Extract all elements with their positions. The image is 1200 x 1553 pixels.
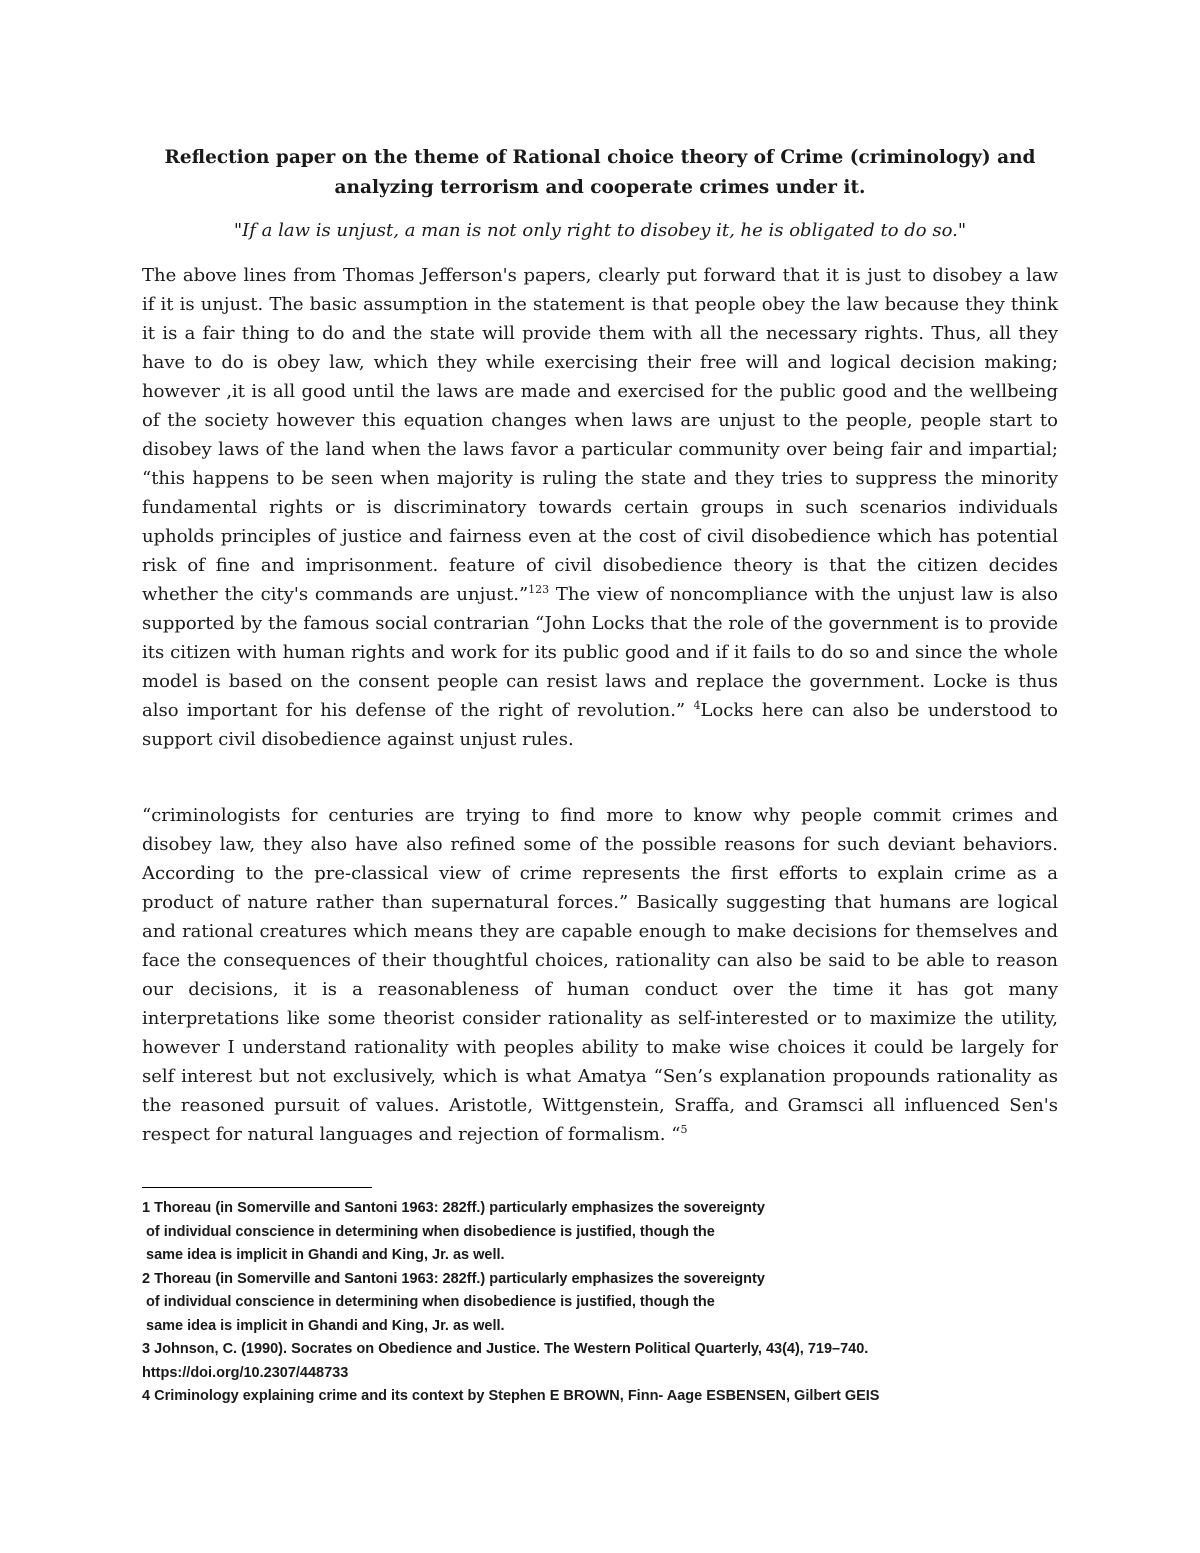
- footnote-ref-4: 4: [693, 699, 701, 712]
- footnote-2-line-2: of individual conscience in determining when disobedience is justified, though the: [146, 1294, 715, 1310]
- page-title: [140, 143, 1060, 203]
- epigraph-quote: "If a law is unjust, a man is not only right to disobey it, he is obligated to do so.": [233, 220, 967, 241]
- paragraph-1-text-c: Locks here can also be understood to support civil disobedience against unjust rules.: [142, 700, 1058, 750]
- footnote-4-line-1: 4 Criminology explaining crime and its context by Stephen E BROWN, Finn- Aage ESBENSEN, Gilbert GEIS: [142, 1388, 880, 1404]
- footnote-2-line-3: same idea is implicit in Ghandi and King, Jr. as well.: [146, 1317, 505, 1334]
- footnote-2-line-1: 2 Thoreau (in Somerville and Santoni 1963: 282ff.) particularly emphasizes the sovereignty: [142, 1270, 765, 1287]
- footnote-ref-5: 5: [680, 1123, 688, 1136]
- footnote-3-line-1: 3 Johnson, C. (1990). Socrates on Obedience and Justice. The Western Political Quarterly, 43(4), 719–740.: [142, 1341, 869, 1357]
- paragraph-2: [142, 801, 1058, 1149]
- footnote-ref-123: 123: [528, 583, 550, 596]
- footnote-separator: [142, 1187, 372, 1188]
- footnote-1-line-1: 1 Thoreau (in Somerville and Santoni 1963: 282ff.) particularly emphasizes the sovereignty: [142, 1200, 765, 1216]
- footnote-3-doi-link[interactable]: https://doi.org/10.2307/448733: [142, 1364, 349, 1381]
- paragraph-1-text-a: The above lines from Thomas Jefferson's papers, clearly put forward that it is just to disobey a law if it is unjust. The basic assumption in the statement is that people obey the law because they think it is a fair thing to do and the state will provide them with all the necessary rights. Thus, all they have to do is obey law, which they while exercising their free will and logical decision making; however ,it is all good until the laws are made and exercised for the public good and the wellbeing of the society however this equation changes when laws are unjust to the people, people start to disobey laws of the land when the laws favor a particular community over being fair and impartial; “this happens to be seen when majority is ruling the state and they tries to suppress the minority fundamental rights or is discriminatory towards certain groups in such scenarios individuals upholds principles of justice and fairness even at the cost of civil disobedience which has potential risk of fine and imprisonment. feature of civil disobedience theory is that the citizen decides whether the city's commands are unjust.”: [142, 265, 1058, 605]
- footnotes: [142, 1197, 1058, 1409]
- footnote-1-line-3: same idea is implicit in Ghandi and King, Jr. as well.: [146, 1247, 505, 1263]
- paragraph-2-text: “criminologists for centuries are trying to find more to know why people commit crimes and disobey law, they also have also refined some of the possible reasons for such deviant behaviors. According to the pre-classical view of crime represents the first efforts to explain crime as a product of nature rather than supernatural forces.” Basically suggesting that humans are logical and rational creatures which means they are capable enough to make decisions for themselves and face the consequences of their thoughtful choices, rationality can also be said to be able to reason our decisions, it is a reasonableness of human conduct over the time it has got many interpretations like some theorist consider rationality as self-interested or to maximize the utility, however I understand rationality with peoples ability to make wise choices it could be largely for self interest but not exclusively, which is what Amatya “Sen’s explanation propounds rationality as the reasoned pursuit of values. Aristotle, Wittgenstein, Sraffa, and Gramsci all influenced Sen's respect for natural languages and rejection of formalism. “: [142, 805, 1058, 1145]
- title-line-2: analyzing terrorism and cooperate crimes under it.: [334, 177, 866, 198]
- paragraph-1: [142, 261, 1058, 754]
- title-line-1: Reflection paper on the theme of Rational choice theory of Crime (criminology) and: [164, 147, 1036, 168]
- paragraph-1-text-b: The view of noncompliance with the unjust law is also supported by the famous social contrarian “John Locks that the role of the government is to provide its citizen with human rights and work for its public good and if it fails to do so and since the whole model is based on the consent people can resist laws and replace the government. Locke is thus also important for his defense of the right of revolution.”: [142, 584, 1058, 721]
- footnote-1-line-2: of individual conscience in determining when disobedience is justified, though the: [146, 1223, 715, 1240]
